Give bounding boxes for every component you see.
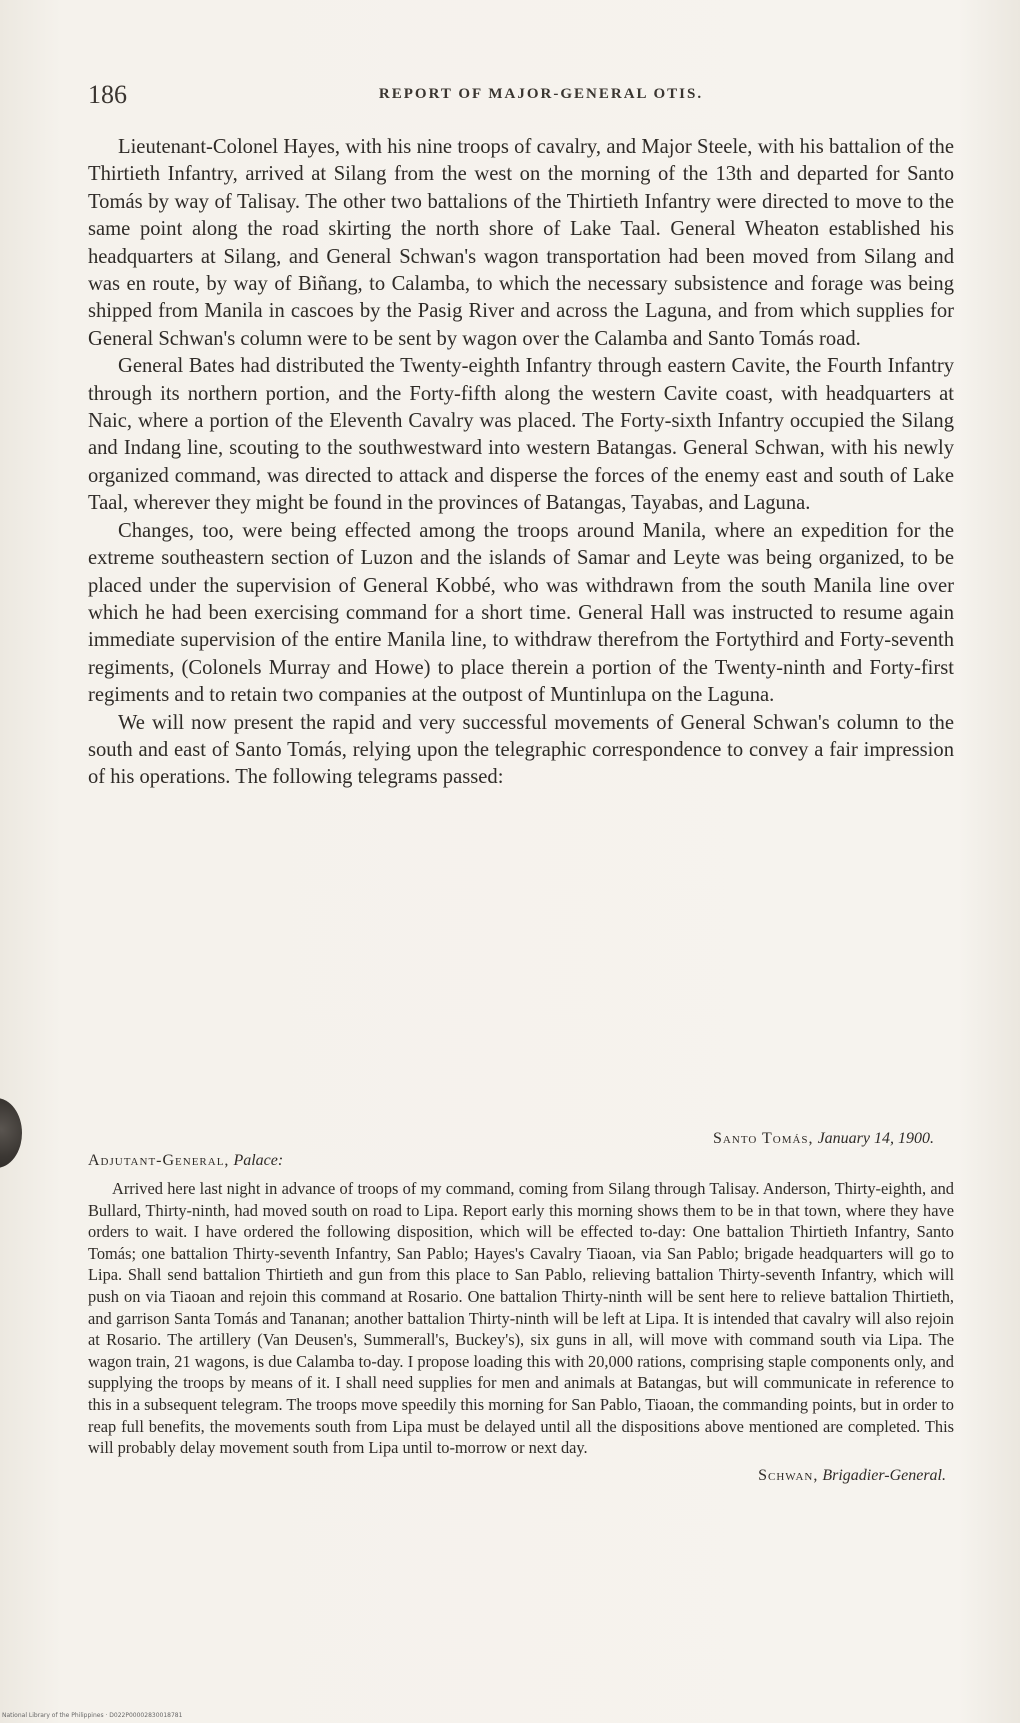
telegram-addressee — [88, 1150, 954, 1172]
paragraph: Lieutenant-Colonel Hayes, with his nine troops of cavalry, and Major Steele, with his battalion of the Thirtieth Infantry, arrived at Silang from the west on the morning of the 13th and departed for Santo Tomás by way of Talisay. The other two battalions of the Thirtieth Infantry were directed to move to the same point along the road skirting the north shore of Lake Taal. General Wheaton established his headquarters at Silang, and General Schwan's wagon transportation had been moved from Silang and was en route, by way of Biñang, to Calamba, to which the necessary subsistence and forage was being shipped from Manila in cascoes by the Pasig River and across the Laguna, and from which supplies for General Schwan's column were to be sent by wagon over the Calamba and Santo Tomás road. — [88, 136, 954, 350]
signature-title: Brigadier-General. — [822, 1466, 946, 1484]
paragraph: General Bates had distributed the Twenty-eighth Infantry through eastern Cavite, the Fourth Infantry through its northern portion, and the Forty-fifth along the western Cavite coast, with headquarters at Naic, where a portion of the Eleventh Cavalry was placed. The Forty-sixth Infantry occupied the Silang and Indang line, scouting to the southwestward into western Batangas. General Schwan, with his newly organized command, was directed to attack and disperse the forces of the enemy east and south of Lake Taal, wherever they might be found in the provinces of Batangas, Tayabas, and Laguna. — [88, 355, 954, 515]
telegram-body — [88, 1178, 954, 1459]
paragraph: Changes, too, were being effected among the troops around Manila, where an expedition for the extreme southeastern section of Luzon and the islands of Samar and Leyte was being organized, to be placed under the supervision of General Kobbé, who was withdrawn from the south Manila line over which he had been exercising command for a short time. General Hall was instructed to resume again immediate supervision of the entire Manila line, to withdraw therefrom the Fortythird and Forty-seventh regiments, (Colonels Murray and Howe) to place therein a portion of the Twenty-ninth and Forty-first regiments and to retain two companies at the outpost of Muntinlupa on the Laguna. — [88, 519, 954, 707]
addressee-location: Palace: — [233, 1152, 284, 1169]
running-head: REPORT OF MAJOR-GENERAL OTIS. — [378, 86, 704, 102]
addressee-name: Adjutant-General, — [88, 1152, 230, 1169]
telegram-date: January 14, 1900. — [817, 1130, 934, 1147]
page-number: 186 — [88, 80, 127, 109]
signature-name: Schwan, — [758, 1466, 819, 1484]
telegram-signature — [88, 1465, 954, 1487]
body-text — [88, 134, 954, 792]
telegram-place: Santo Tomás, — [713, 1130, 814, 1147]
paragraph: We will now present the rapid and very successful movements of General Schwan's column to the south and east of Santo Tomás, relying upon the telegraphic correspondence to convey a fair impression of his operations. The following telegrams passed: — [88, 711, 954, 789]
binder-clip-mark — [0, 1098, 22, 1168]
archive-credit: National Library of the Philippines · D022P00002830018781 — [2, 1712, 183, 1719]
telegram-dateline — [88, 1128, 954, 1150]
telegram — [88, 1128, 954, 1487]
page-header — [88, 80, 954, 110]
telegram-text: Arrived here last night in advance of troops of my command, coming from Silang through Talisay. Anderson, Thirty-eighth, and Bullard, Thirty-ninth, had moved south on road to Lipa. Report early this morning shows them to be in that town, where they have orders to wait. I have ordered the following disposition, which will be effected to-day: One battalion Thirtieth Infantry, Santo Tomás; one battalion Thirty-seventh Infantry, San Pablo; Hayes's Cavalry Tiaoan, via San Pablo; brigade headquarters will go to Lipa. Shall send battalion Thirtieth and gun from this place to San Pablo, relieving battalion Thirty-seventh Infantry, which will push on via Tiaoan and rejoin this command at Rosario. One battalion Thirty-ninth will be sent here to relieve battalion Thirtieth, and garrison Santa Tomás and Tananan; another battalion Thirty-ninth will be left at Lipa. It is intended that cavalry will also rejoin at Rosario. The artillery (Van Deusen's, Summerall's, Buckey's), six guns in all, will move with command south via Lipa. The wagon train, 21 wagons, is due Calamba to-day. I propose loading this with 20,000 rations, comprising staple components only, and supplying the troops by means of it. I shall need supplies for men and animals at Batangas, but will communicate in reference to this in a subsequent telegram. The troops move speedily this morning for San Pablo, Tiaoan, the commanding points, but in order to reap full benefits, the movements south from Lipa must be delayed until all the dispositions above mentioned are completed. This will probably delay movement south from Lipa until to-morrow or next day. — [88, 1179, 954, 1458]
